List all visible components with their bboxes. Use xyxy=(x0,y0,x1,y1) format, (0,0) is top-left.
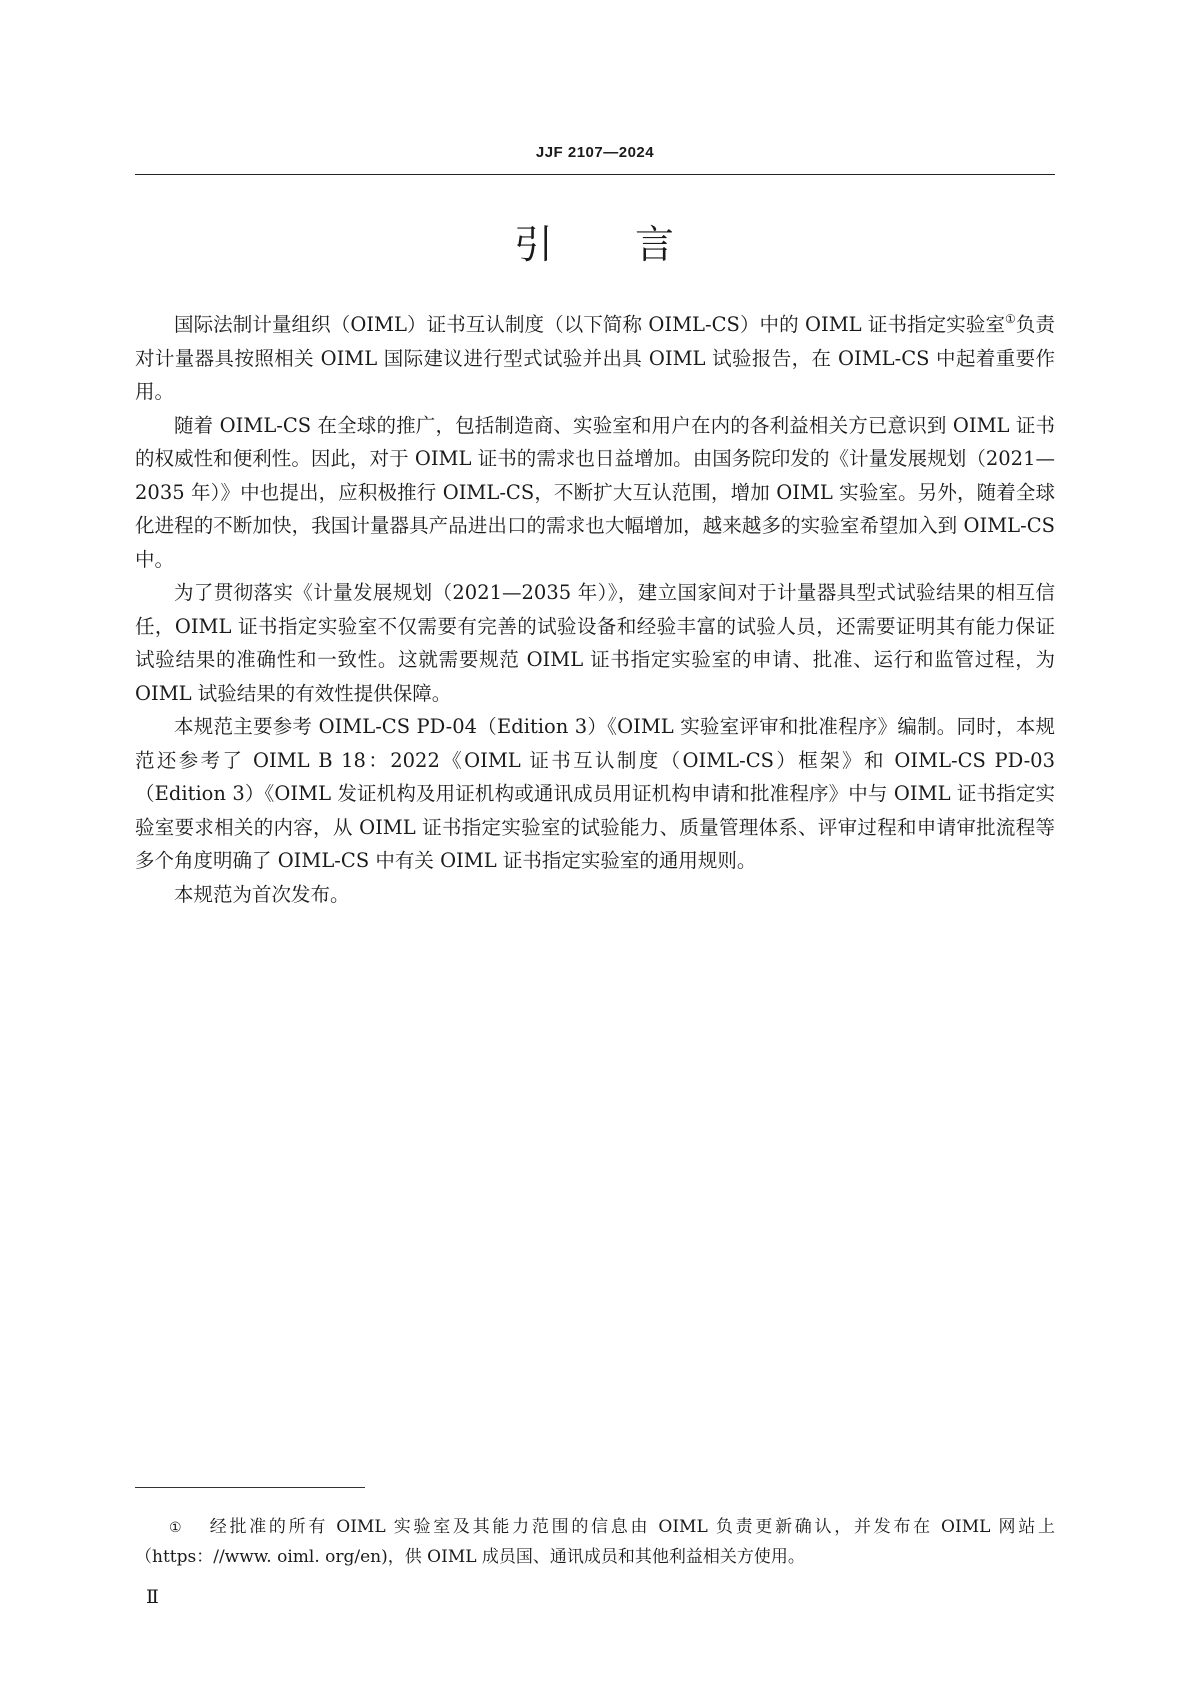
footnote-paragraph xyxy=(135,1513,1055,1572)
paragraph-4: 本规范主要参考 OIML-CS PD-04（Edition 3）《OIML 实验室评审和批准程序》编制。同时，本规范还参考了 OIML B 18：2022《OIML 证书互认制度（OIML-CS）框架》和 OIML-CS PD-03（Edition 3）《OIML 发证机构及用证机构或通讯成员用证机构申请和批准程序》中与 OIML 证书指定实验室要求相关的内容，从 OIML 证书指定实验室的试验能力、质量管理体系、评审过程和申请审批流程等多个角度明确了 OIML-CS 中有关 OIML 证书指定实验室的通用规则。 xyxy=(135,715,1055,872)
paragraph-1 xyxy=(135,308,1055,409)
paragraph-1-part-1: 国际法制计量组织（OIML）证书互认制度（以下简称 OIML-CS）中的 OIML 证书指定实验室 xyxy=(174,313,1006,336)
footnote-reference: ① xyxy=(1005,312,1016,326)
footnote-marker: ① xyxy=(169,1520,182,1536)
running-header: JJF 2107—2024 xyxy=(535,144,655,161)
title-char-2: 言 xyxy=(635,223,677,268)
paragraph-2: 随着 OIML-CS 在全球的推广，包括制造商、实验室和用户在内的各利益相关方已意识到 OIML 证书的权威性和便利性。因此，对于 OIML 证书的需求也日益增加。由国务院印发的《计量发展规划（2021—2035 年）》中也提出，应积极推行 OIML-CS，不断扩大互认范围，增加 OIML 实验室。另外，随着全球化进程的不断加快，我国计量器具产品进出口的需求也大幅增加，越来越多的实验室希望加入到 OIML-CS 中。 xyxy=(135,413,1055,571)
section-title xyxy=(135,222,1055,270)
paragraph-3: 为了贯彻落实《计量发展规划（2021—2035 年）》，建立国家间对于计量器具型式试验结果的相互信任，OIML 证书指定实验室不仅需要有完善的试验设备和经验丰富的试验人员，还需要证明其有能力保证试验结果的准确性和一致性。这就需要规范 OIML 证书指定实验室的申请、批准、运行和监管过程，为 OIML 试验结果的有效性提供保障。 xyxy=(135,581,1055,705)
footnote-text: 经批准的所有 OIML 实验室及其能力范围的信息由 OIML 负责更新确认，并发布在 OIML 网站上（https：//www. oiml. org/en)，供 OIML 成员国、通讯成员和其他利益相关方使用。 xyxy=(135,1517,1055,1567)
paragraph-5: 本规范为首次发布。 xyxy=(174,882,350,906)
footnote-rule xyxy=(135,1487,365,1488)
header-rule xyxy=(135,174,1055,175)
title-char-1: 引 xyxy=(513,223,555,268)
page-number: Ⅱ xyxy=(146,1586,159,1608)
body-text xyxy=(135,308,1055,911)
footnote xyxy=(135,1513,1055,1572)
paragraph-1-part-2: 负责对计量器具按照相关 OIML 国际建议进行型式试验并出具 OIML 试验报告，在 OIML-CS 中起着重要作用。 xyxy=(135,313,1055,403)
